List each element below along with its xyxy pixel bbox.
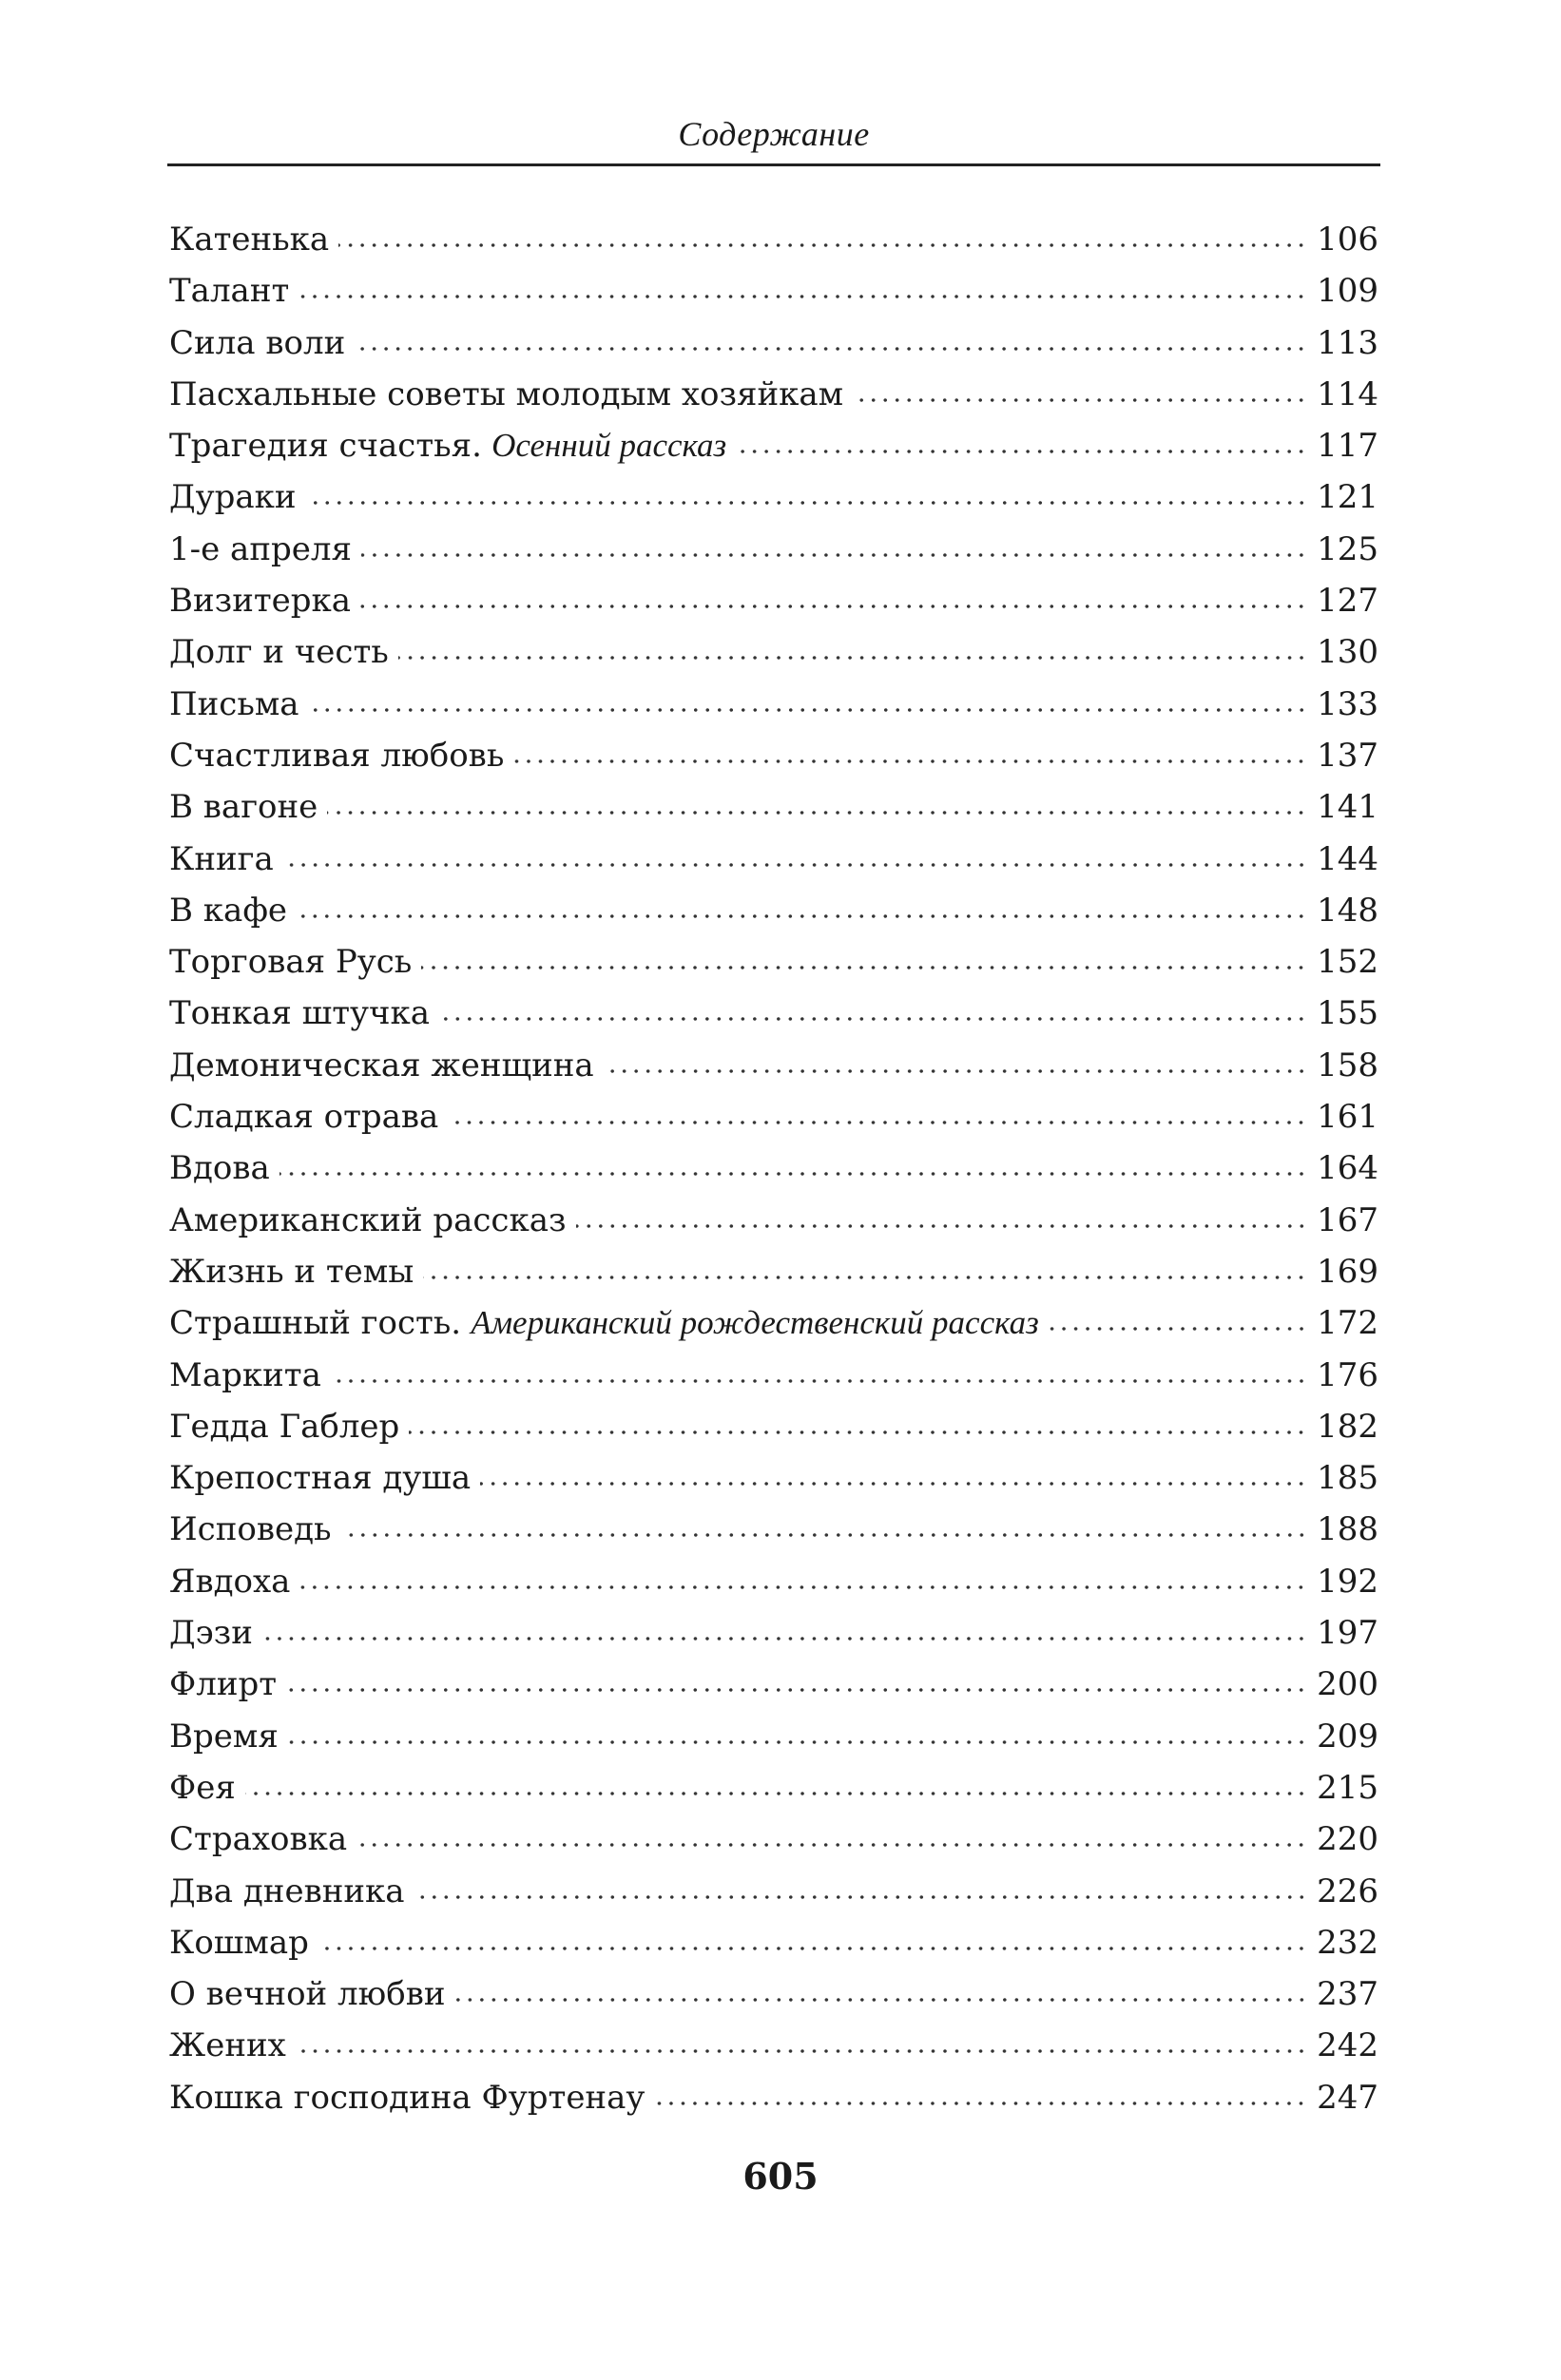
toc-dot-leader <box>299 295 1307 298</box>
toc-entry-title-text: Талант <box>169 272 290 311</box>
toc-entry-title-text: Фея <box>169 1768 236 1807</box>
toc-entry-title <box>169 575 358 626</box>
toc-dot-leader <box>604 1069 1307 1073</box>
toc-entry-title-text: Торговая Русь <box>169 943 413 982</box>
toc-entry[interactable] <box>169 1711 1378 1762</box>
toc-entry-title-text: В кафе <box>169 891 288 930</box>
header-rule <box>167 163 1380 166</box>
toc-entry[interactable] <box>169 1195 1378 1246</box>
toc-entry-page: 109 <box>1317 272 1378 311</box>
toc-entry-title-text: Счастливая любовь <box>169 736 505 775</box>
toc-entry[interactable] <box>169 317 1378 369</box>
toc-dot-leader <box>357 1843 1307 1847</box>
toc-entry-page: 148 <box>1317 891 1378 930</box>
toc-entry[interactable] <box>169 1814 1378 1865</box>
page-number: 605 <box>742 2155 819 2198</box>
toc-entry-title-text: Явдоха <box>169 1562 291 1601</box>
toc-entry-page: 155 <box>1317 994 1378 1033</box>
toc-dot-leader <box>297 914 1307 918</box>
toc-entry[interactable] <box>169 1968 1378 2020</box>
toc-entry-page: 133 <box>1317 684 1378 723</box>
toc-dot-leader <box>309 708 1308 712</box>
toc-dot-leader <box>576 1224 1308 1228</box>
toc-entry-title <box>169 730 511 781</box>
toc-entry-title <box>169 471 304 523</box>
toc-entry-title <box>169 1091 446 1142</box>
toc-dot-leader <box>279 1172 1307 1176</box>
toc-entry[interactable] <box>169 885 1378 936</box>
toc-entry-page: 158 <box>1317 1046 1378 1084</box>
toc-entry-title <box>169 679 307 730</box>
toc-entry[interactable] <box>169 214 1378 265</box>
toc-entry[interactable] <box>169 1297 1378 1349</box>
toc-entry-page: 137 <box>1317 736 1378 775</box>
toc-entry-title-text: Жених <box>169 2026 286 2065</box>
toc-entry-title <box>169 1762 243 1814</box>
toc-entry-page: 226 <box>1317 1871 1378 1910</box>
toc-entry[interactable] <box>169 1040 1378 1091</box>
toc-entry-title <box>169 1659 284 1710</box>
toc-entry[interactable] <box>169 1350 1378 1401</box>
toc-entry-title-text: Пасхальные советы молодым хозяйкам <box>169 374 844 413</box>
toc-entry-title <box>169 988 437 1039</box>
toc-entry-title <box>169 1814 355 1865</box>
toc-dot-leader <box>341 1533 1308 1537</box>
toc-dot-leader <box>286 1688 1307 1692</box>
toc-entry-title <box>169 1866 413 1917</box>
toc-entry-title-text: Страховка <box>169 1820 348 1859</box>
toc-entry-title <box>169 834 281 885</box>
toc-entry-title <box>169 1917 317 1968</box>
toc-entry-title <box>169 420 734 471</box>
toc-entry[interactable] <box>169 1659 1378 1710</box>
toc-entry-subtitle: Американский рождественский рассказ <box>471 1304 1039 1342</box>
toc-entry-page: 117 <box>1317 427 1378 466</box>
toc-entry-title <box>169 626 396 678</box>
toc-entry-title-text: Сладкая отрава <box>169 1098 439 1137</box>
toc-entry-title <box>169 369 851 420</box>
toc-dot-leader <box>448 1121 1307 1124</box>
toc-entry-page: 114 <box>1317 374 1378 413</box>
toc-dot-leader <box>299 1585 1307 1589</box>
toc-entry[interactable] <box>169 575 1378 626</box>
toc-entry[interactable] <box>169 988 1378 1039</box>
toc-entry-page: 197 <box>1317 1614 1378 1653</box>
toc-entry-title-text: В вагоне <box>169 788 318 827</box>
toc-dot-leader <box>361 553 1307 557</box>
toc-dot-leader <box>398 656 1307 660</box>
toc-entry-page: 141 <box>1317 788 1378 827</box>
toc-entry-subtitle: Осенний рассказ <box>491 427 727 465</box>
toc-entry-title <box>169 1142 278 1194</box>
toc-entry-title <box>169 1968 453 2020</box>
toc-entry-title <box>169 1452 478 1504</box>
toc-entry-page: 164 <box>1317 1149 1378 1188</box>
toc-entry-page: 113 <box>1317 323 1378 362</box>
toc-entry-title-text: Американский рассказ <box>169 1200 567 1239</box>
toc-dot-leader <box>423 1276 1307 1279</box>
toc-entry-title-text: Письма <box>169 684 299 723</box>
toc-entry-page: 192 <box>1317 1562 1378 1601</box>
toc-dot-leader <box>318 1947 1307 1950</box>
toc-entry-title <box>169 214 337 265</box>
toc-entry-page: 200 <box>1317 1665 1378 1704</box>
toc-entry[interactable] <box>169 936 1378 988</box>
toc-entry-page: 209 <box>1317 1717 1378 1756</box>
toc-entry[interactable] <box>169 265 1378 317</box>
toc-entry-title-text: Время <box>169 1717 279 1756</box>
toc-entry[interactable] <box>169 1401 1378 1452</box>
toc-entry[interactable] <box>169 1917 1378 1968</box>
toc-entry-title <box>169 2020 294 2071</box>
toc-entry-page: 215 <box>1317 1768 1378 1807</box>
toc-entry-page: 125 <box>1317 529 1378 568</box>
toc-entry-title-text: О вечной любви <box>169 1975 446 2014</box>
toc-entry[interactable] <box>169 2020 1378 2071</box>
toc-entry-title <box>169 1350 329 1401</box>
toc-entry[interactable] <box>169 524 1378 575</box>
toc-entry-title-text: Демоническая женщина <box>169 1046 594 1084</box>
toc-dot-leader <box>853 398 1307 402</box>
toc-entry-title <box>169 1246 421 1297</box>
toc-entry-title <box>169 1401 407 1452</box>
toc-entry[interactable] <box>169 2072 1378 2123</box>
toc-dot-leader <box>439 1017 1307 1021</box>
table-of-contents <box>169 214 1378 2123</box>
toc-dot-leader <box>245 1792 1307 1795</box>
toc-entry-page: 237 <box>1317 1975 1378 2014</box>
toc-entry-page: 167 <box>1317 1200 1378 1239</box>
toc-entry[interactable] <box>169 1762 1378 1814</box>
toc-entry-title-text: Дэзи <box>169 1614 253 1653</box>
toc-entry-title <box>169 317 353 369</box>
toc-entry-page: 220 <box>1317 1820 1378 1859</box>
toc-entry-page: 188 <box>1317 1510 1378 1549</box>
toc-entry-page: 169 <box>1317 1252 1378 1291</box>
toc-entry-title-text: Страшный гость. <box>169 1304 462 1343</box>
toc-entry-page: 161 <box>1317 1098 1378 1137</box>
toc-dot-leader <box>1049 1327 1307 1331</box>
toc-entry-title-text: Жизнь и темы <box>169 1252 414 1291</box>
toc-entry-title-text: Визитерка <box>169 582 352 621</box>
toc-entry-page: 185 <box>1317 1459 1378 1498</box>
toc-entry-page: 130 <box>1317 633 1378 672</box>
toc-dot-leader <box>327 811 1307 815</box>
toc-entry-title <box>169 1711 286 1762</box>
toc-entry-page: 106 <box>1317 221 1378 259</box>
toc-entry-title <box>169 1195 574 1246</box>
toc-entry-title-text: Тонкая штучка <box>169 994 431 1033</box>
toc-entry-title <box>169 1504 339 1555</box>
toc-entry[interactable] <box>169 1556 1378 1607</box>
toc-dot-leader <box>736 450 1307 453</box>
toc-dot-leader <box>288 1740 1307 1744</box>
toc-entry[interactable] <box>169 1607 1378 1659</box>
toc-entry-page: 182 <box>1317 1407 1378 1446</box>
toc-dot-leader <box>360 605 1307 608</box>
toc-entry-title <box>169 781 325 833</box>
toc-entry[interactable] <box>169 369 1378 420</box>
toc-entry-page: 172 <box>1317 1304 1378 1343</box>
toc-dot-leader <box>331 1379 1307 1383</box>
toc-entry-title <box>169 265 297 317</box>
toc-dot-leader <box>296 2049 1307 2053</box>
toc-entry[interactable] <box>169 1504 1378 1555</box>
toc-entry[interactable] <box>169 626 1378 678</box>
toc-entry[interactable] <box>169 1091 1378 1142</box>
toc-entry[interactable] <box>169 1866 1378 1917</box>
toc-entry-title-text: 1-е апреля <box>169 529 352 568</box>
toc-entry-title-text: Долг и честь <box>169 633 389 672</box>
toc-entry[interactable] <box>169 730 1378 781</box>
toc-entry[interactable] <box>169 1246 1378 1297</box>
toc-entry[interactable] <box>169 1142 1378 1194</box>
toc-entry-title <box>169 1556 298 1607</box>
toc-entry-title-text: Исповедь <box>169 1510 332 1549</box>
toc-entry-title-text: Два дневника <box>169 1871 405 1910</box>
toc-entry-title <box>169 1040 602 1091</box>
toc-entry-title-text: Книга <box>169 839 274 878</box>
toc-entry-title <box>169 885 295 936</box>
toc-entry-title-text: Катенька <box>169 221 330 259</box>
toc-entry-title-text: Дураки <box>169 478 297 517</box>
toc-dot-leader <box>306 501 1308 505</box>
toc-dot-leader <box>355 347 1307 351</box>
toc-entry-title <box>169 1297 1047 1349</box>
toc-dot-leader <box>480 1482 1307 1486</box>
toc-entry[interactable] <box>169 1452 1378 1504</box>
toc-entry[interactable] <box>169 679 1378 730</box>
toc-entry-title <box>169 2072 652 2123</box>
toc-dot-leader <box>414 1895 1308 1899</box>
toc-entry-title-text: Кошка господина Фуртенау <box>169 2078 646 2117</box>
toc-entry[interactable] <box>169 834 1378 885</box>
toc-entry[interactable] <box>169 781 1378 833</box>
toc-entry-title-text: Маркита <box>169 1355 321 1394</box>
toc-dot-leader <box>283 863 1307 867</box>
toc-dot-leader <box>455 1998 1308 2002</box>
toc-entry-page: 232 <box>1317 1923 1378 1962</box>
toc-entry-title-text: Крепостная душа <box>169 1459 472 1498</box>
toc-entry-title-text: Гедда Габлер <box>169 1407 400 1446</box>
toc-entry-title-text: Трагедия счастья. <box>169 427 482 466</box>
toc-entry-page: 121 <box>1317 478 1378 517</box>
toc-entry-page: 176 <box>1317 1355 1378 1394</box>
toc-dot-leader <box>421 966 1307 969</box>
toc-entry-title <box>169 524 359 575</box>
toc-dot-leader <box>654 2102 1307 2105</box>
toc-entry[interactable] <box>169 420 1378 471</box>
toc-entry-page: 247 <box>1317 2078 1378 2117</box>
toc-entry[interactable] <box>169 471 1378 523</box>
toc-dot-leader <box>409 1430 1307 1434</box>
toc-dot-leader <box>338 243 1307 247</box>
toc-dot-leader <box>262 1637 1307 1641</box>
toc-entry-title <box>169 936 419 988</box>
toc-dot-leader <box>513 759 1307 763</box>
toc-entry-page: 242 <box>1317 2026 1378 2065</box>
toc-entry-title-text: Вдова <box>169 1149 270 1188</box>
toc-entry-page: 127 <box>1317 582 1378 621</box>
toc-entry-page: 144 <box>1317 839 1378 878</box>
toc-entry-title-text: Флирт <box>169 1665 278 1704</box>
toc-entry-title <box>169 1607 260 1659</box>
running-header: Содержание <box>678 115 870 153</box>
toc-entry-page: 152 <box>1317 943 1378 982</box>
toc-entry-title-text: Кошмар <box>169 1923 309 1962</box>
toc-entry-title-text: Сила воли <box>169 323 346 362</box>
